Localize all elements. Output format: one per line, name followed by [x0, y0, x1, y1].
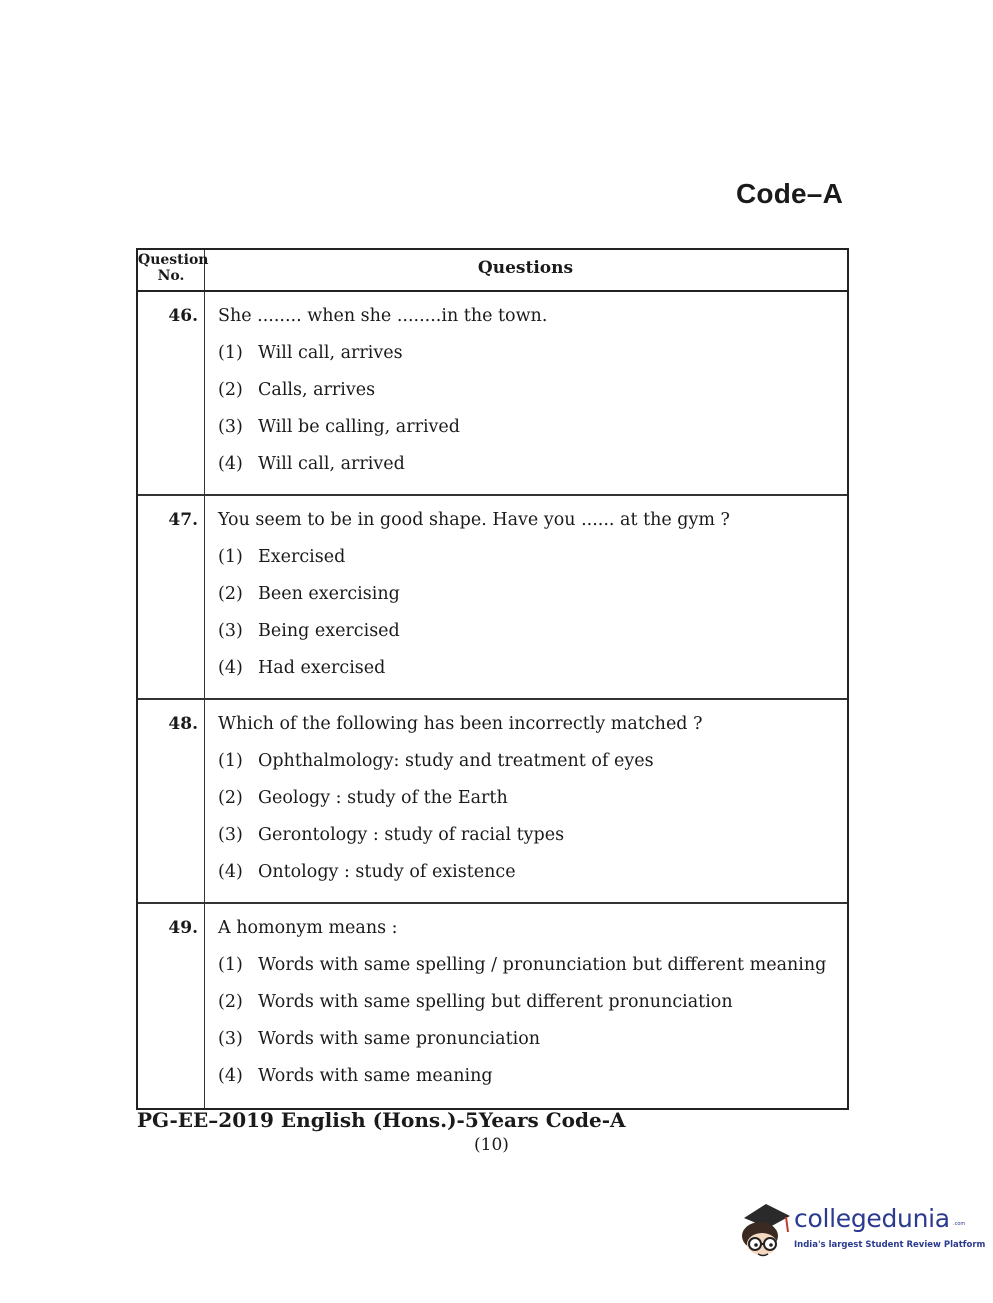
option [218, 992, 733, 1012]
question-stem: A homonym means : [218, 918, 398, 938]
question-number: 47. [168, 510, 198, 530]
option [218, 658, 385, 678]
option-text: Words with same pronunciation [258, 1029, 540, 1049]
option [218, 380, 375, 400]
option-text: Will be calling, arrived [258, 417, 460, 437]
brand-name: collegedunia [794, 1204, 950, 1233]
questions-header: Questions [477, 258, 574, 278]
question-row [138, 496, 847, 700]
option [218, 547, 345, 567]
question-number: 48. [168, 714, 198, 734]
option-text: Ophthalmology: study and treatment of eyes [258, 751, 654, 771]
footer-exam-code: PG-EE–2019 English (Hons.)-5Years Code-A [137, 1108, 626, 1132]
option-text: Been exercising [258, 584, 400, 604]
question-row [138, 700, 847, 904]
question-no-header [138, 252, 209, 284]
option [218, 1066, 493, 1086]
option-text: Had exercised [258, 658, 386, 678]
option [218, 621, 400, 641]
option-label: (4) [218, 1066, 243, 1086]
option-label: (4) [218, 658, 243, 678]
page-number: (10) [474, 1135, 509, 1155]
option-text: Will call, arrives [258, 343, 403, 363]
question-row [138, 292, 847, 496]
question-row [138, 904, 847, 1108]
question-number: 49. [168, 918, 198, 938]
option-text: Ontology : study of existence [258, 862, 516, 882]
option-text: Words with same spelling / pronunciation but different meaning [258, 955, 827, 975]
option-text: Calls, arrives [258, 380, 376, 400]
option-label: (2) [218, 788, 243, 808]
option-label: (1) [218, 343, 243, 363]
question-stem: Which of the following has been incorrectly matched ? [218, 714, 703, 734]
option [218, 955, 826, 975]
questions-table [136, 248, 849, 1110]
option [218, 343, 403, 363]
question-no-header-line2: No. [157, 268, 185, 284]
option-label: (3) [218, 417, 243, 437]
option-label: (1) [218, 955, 243, 975]
table-header [138, 250, 847, 292]
question-stem: You seem to be in good shape. Have you ...... at the gym ? [218, 510, 730, 530]
option-label: (4) [218, 862, 243, 882]
option-text: Words with same meaning [258, 1066, 493, 1086]
option [218, 862, 516, 882]
option-label: (2) [218, 992, 243, 1012]
option-label: (2) [218, 584, 243, 604]
option [218, 1029, 540, 1049]
brand-mascot-icon [736, 1196, 794, 1262]
option-label: (2) [218, 380, 243, 400]
question-number: 46. [168, 306, 198, 326]
question-stem: She ........ when she ........in the town. [218, 306, 548, 326]
option-label: (3) [218, 825, 243, 845]
option [218, 788, 508, 808]
brand-tagline: India's largest Student Review Platform [794, 1240, 986, 1250]
option-label: (3) [218, 1029, 243, 1049]
option [218, 751, 654, 771]
option-text: Gerontology : study of racial types [258, 825, 565, 845]
option [218, 584, 400, 604]
option-label: (1) [218, 751, 243, 771]
option-label: (4) [218, 454, 243, 474]
option-label: (3) [218, 621, 243, 641]
page-code-header: Code–A [736, 178, 843, 209]
option [218, 417, 460, 437]
option-text: Exercised [258, 547, 346, 567]
option-text: Being exercised [258, 621, 400, 641]
option-text: Words with same spelling but different pronunciation [258, 992, 733, 1012]
option-label: (1) [218, 547, 243, 567]
option [218, 825, 564, 845]
brand-watermark [736, 1196, 986, 1266]
brand-dotcom: .com [953, 1221, 966, 1227]
option-text: Geology : study of the Earth [258, 788, 508, 808]
question-no-header-line1: Question [138, 252, 209, 268]
option [218, 454, 405, 474]
option-text: Will call, arrived [258, 454, 405, 474]
